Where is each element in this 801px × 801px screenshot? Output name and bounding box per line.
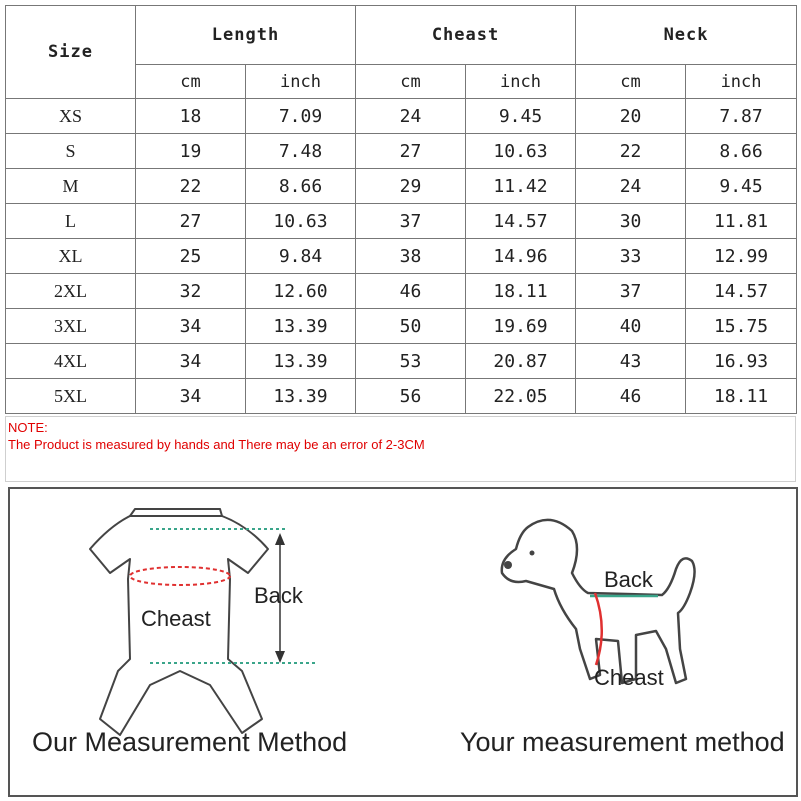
dog-caption: Your measurement method [460, 727, 785, 757]
length-cm-cell: 25 [136, 239, 246, 274]
chest-cm-cell: 46 [356, 274, 466, 309]
dog-chest-label: Cheast [594, 665, 664, 690]
unit-header: cm [576, 65, 686, 99]
dog-back-label: Back [604, 567, 653, 592]
table-row [6, 169, 797, 204]
table-row [6, 134, 797, 169]
neck-cm-cell: 22 [576, 134, 686, 169]
neck-cm-cell: 33 [576, 239, 686, 274]
back-arrow-bottom [275, 651, 285, 663]
note-title: NOTE: [8, 420, 48, 435]
size-chart-table [5, 5, 797, 414]
note-text: The Product is measured by hands and There may be an error of 2-3CM [8, 437, 425, 452]
garment-chest-label: Cheast [141, 606, 211, 631]
length-cm-cell: 18 [136, 99, 246, 134]
chest-inch-cell: 19.69 [466, 309, 576, 344]
size-cell: L [6, 204, 136, 239]
size-cell: XS [6, 99, 136, 134]
dog-chest-marker [595, 593, 602, 665]
neck-cm-cell: 20 [576, 99, 686, 134]
neck-header: Neck [576, 6, 797, 65]
length-inch-cell: 13.39 [246, 344, 356, 379]
chest-inch-cell: 20.87 [466, 344, 576, 379]
collar-shape [130, 509, 222, 516]
neck-inch-cell: 7.87 [686, 99, 797, 134]
unit-header: inch [686, 65, 797, 99]
measurement-panel [8, 487, 798, 797]
length-inch-cell: 10.63 [246, 204, 356, 239]
neck-cm-cell: 43 [576, 344, 686, 379]
neck-inch-cell: 15.75 [686, 309, 797, 344]
garment-back-label: Back [254, 583, 303, 608]
length-cm-cell: 32 [136, 274, 246, 309]
table-row [6, 274, 797, 309]
length-inch-cell: 13.39 [246, 309, 356, 344]
chest-cm-cell: 29 [356, 169, 466, 204]
neck-inch-cell: 9.45 [686, 169, 797, 204]
neck-inch-cell: 14.57 [686, 274, 797, 309]
chest-header: Cheast [356, 6, 576, 65]
neck-cm-cell: 24 [576, 169, 686, 204]
size-cell: S [6, 134, 136, 169]
length-inch-cell: 7.48 [246, 134, 356, 169]
chest-inch-cell: 18.11 [466, 274, 576, 309]
length-cm-cell: 19 [136, 134, 246, 169]
length-inch-cell: 12.60 [246, 274, 356, 309]
neck-inch-cell: 8.66 [686, 134, 797, 169]
dog-nose [504, 561, 512, 569]
unit-header: cm [356, 65, 466, 99]
length-inch-cell: 7.09 [246, 99, 356, 134]
chest-cm-cell: 53 [356, 344, 466, 379]
chest-inch-cell: 14.57 [466, 204, 576, 239]
back-arrow-top [275, 533, 285, 545]
size-header: Size [6, 6, 136, 99]
length-header: Length [136, 6, 356, 65]
unit-header: inch [246, 65, 356, 99]
length-inch-cell: 13.39 [246, 379, 356, 414]
size-cell: M [6, 169, 136, 204]
length-inch-cell: 9.84 [246, 239, 356, 274]
length-cm-cell: 22 [136, 169, 246, 204]
size-cell: 4XL [6, 344, 136, 379]
table-row [6, 99, 797, 134]
table-row [6, 344, 797, 379]
note-box [5, 416, 796, 482]
chest-inch-cell: 14.96 [466, 239, 576, 274]
neck-inch-cell: 16.93 [686, 344, 797, 379]
size-cell: XL [6, 239, 136, 274]
chest-cm-cell: 37 [356, 204, 466, 239]
table-row [6, 379, 797, 414]
table-row [6, 204, 797, 239]
neck-inch-cell: 11.81 [686, 204, 797, 239]
chest-marker [130, 567, 230, 585]
chest-inch-cell: 11.42 [466, 169, 576, 204]
length-cm-cell: 27 [136, 204, 246, 239]
chest-inch-cell: 22.05 [466, 379, 576, 414]
chest-inch-cell: 9.45 [466, 99, 576, 134]
length-cm-cell: 34 [136, 344, 246, 379]
unit-header: inch [466, 65, 576, 99]
garment-caption: Our Measurement Method [32, 727, 348, 757]
unit-header: cm [136, 65, 246, 99]
chest-cm-cell: 27 [356, 134, 466, 169]
length-cm-cell: 34 [136, 309, 246, 344]
chest-inch-cell: 10.63 [466, 134, 576, 169]
table-row [6, 239, 797, 274]
neck-inch-cell: 18.11 [686, 379, 797, 414]
chest-cm-cell: 50 [356, 309, 466, 344]
dog-eye [530, 551, 535, 556]
neck-inch-cell: 12.99 [686, 239, 797, 274]
length-inch-cell: 8.66 [246, 169, 356, 204]
chest-cm-cell: 38 [356, 239, 466, 274]
neck-cm-cell: 46 [576, 379, 686, 414]
chest-cm-cell: 24 [356, 99, 466, 134]
size-cell: 5XL [6, 379, 136, 414]
table-row [6, 309, 797, 344]
size-cell: 3XL [6, 309, 136, 344]
neck-cm-cell: 30 [576, 204, 686, 239]
neck-cm-cell: 37 [576, 274, 686, 309]
neck-cm-cell: 40 [576, 309, 686, 344]
length-cm-cell: 34 [136, 379, 246, 414]
chest-cm-cell: 56 [356, 379, 466, 414]
size-cell: 2XL [6, 274, 136, 309]
